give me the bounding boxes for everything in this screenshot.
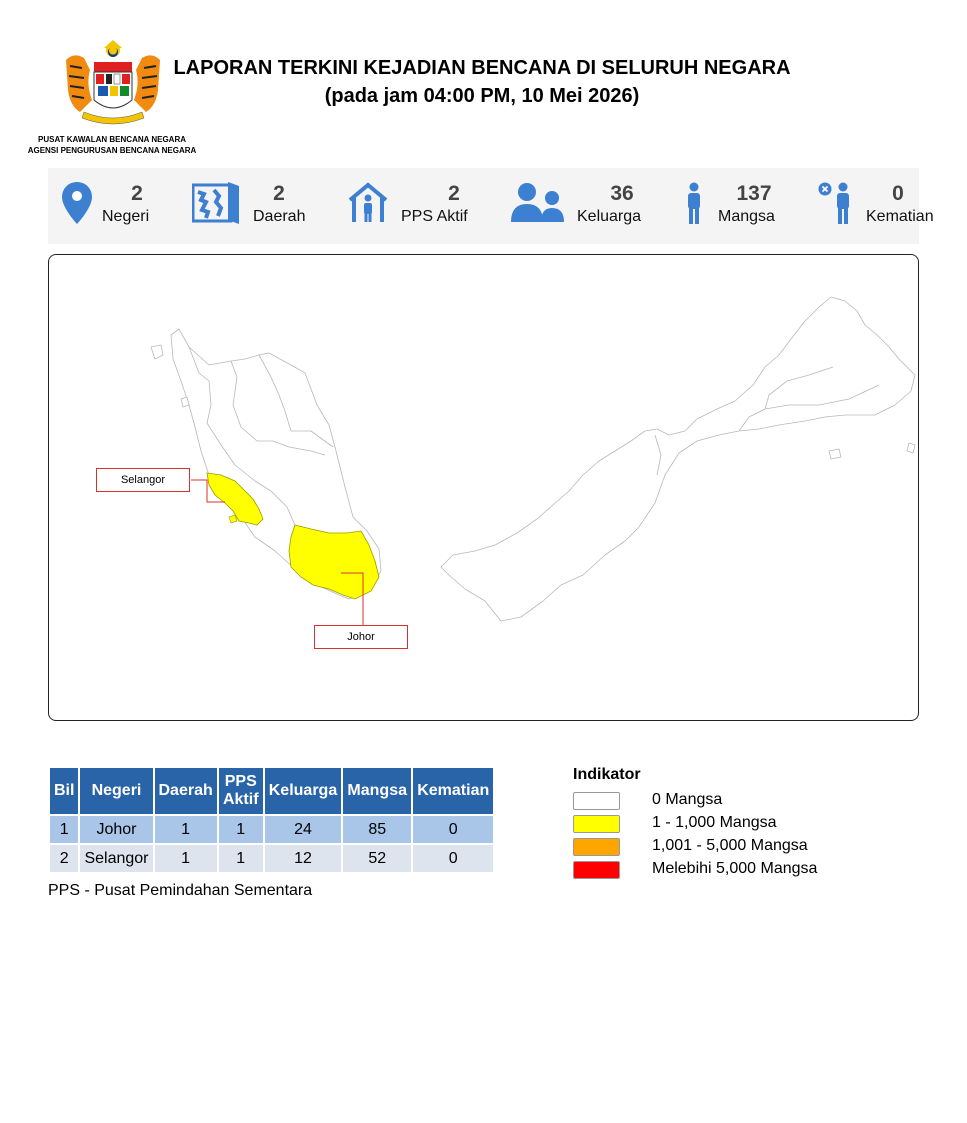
table-row — [50, 816, 493, 843]
cell-kematian: 0 — [413, 845, 493, 872]
col-header-kematian: Kematian — [413, 768, 493, 814]
agency-name — [20, 134, 204, 156]
cell-daerah: 1 — [155, 816, 217, 843]
stat-keluarga — [510, 168, 650, 244]
death-person-icon — [818, 182, 856, 224]
stat-value: 2 — [131, 182, 143, 205]
cell-keluarga: 12 — [265, 845, 341, 872]
cell-bil: 1 — [50, 816, 78, 843]
stat-daerah — [192, 168, 342, 244]
legend-title: Indikator — [573, 766, 641, 783]
stat-pps-aktif — [346, 168, 486, 244]
stats-bar — [48, 168, 934, 244]
map-legend — [573, 766, 818, 882]
person-icon — [683, 182, 705, 224]
family-icon — [510, 182, 566, 224]
agency-line-2: AGENSI PENGURUSAN BENCANA NEGARA — [27, 146, 197, 155]
map-label-selangor: Selangor — [96, 468, 190, 492]
stat-value: 137 — [736, 182, 772, 205]
legend-swatch — [573, 792, 620, 810]
stat-kematian — [816, 168, 934, 244]
cell-mangsa: 52 — [343, 845, 411, 872]
table-note: PPS - Pusat Pemindahan Sementara — [48, 882, 313, 899]
stat-label: Negeri — [102, 208, 150, 225]
cell-kematian: 0 — [413, 816, 493, 843]
legend-item — [573, 836, 808, 859]
stat-mangsa — [678, 168, 808, 244]
stat-label: Kematian — [866, 208, 934, 225]
stat-value: 2 — [448, 182, 460, 205]
cell-negeri: Johor — [80, 816, 152, 843]
disaster-table — [48, 766, 495, 874]
cell-pps-aktif: 1 — [219, 816, 263, 843]
stat-value: 2 — [273, 182, 285, 205]
stat-value: 0 — [892, 182, 904, 205]
legend-swatch — [573, 815, 620, 833]
malaysia-coat-of-arms-icon — [60, 40, 166, 130]
stat-label: Daerah — [253, 208, 306, 225]
cell-bil: 2 — [50, 845, 78, 872]
location-pin-icon — [62, 182, 92, 224]
district-map-icon — [192, 182, 240, 224]
legend-swatch — [573, 838, 620, 856]
col-header-negeri: Negeri — [80, 768, 152, 814]
legend-swatch — [573, 861, 620, 879]
legend-label: 1 - 1,000 Mangsa — [652, 814, 777, 831]
col-header-pps-aktif: PPS Aktif — [219, 768, 263, 814]
legend-item — [573, 790, 723, 813]
stat-negeri — [60, 168, 180, 244]
map-label-johor: Johor — [314, 625, 408, 649]
legend-label: 0 Mangsa — [652, 791, 723, 808]
stat-label: PPS Aktif — [401, 208, 468, 225]
disaster-map[interactable] — [48, 254, 919, 721]
table-row — [50, 845, 493, 872]
legend-item — [573, 813, 777, 836]
legend-label: Melebihi 5,000 Mangsa — [652, 860, 818, 877]
cell-pps-aktif: 1 — [219, 845, 263, 872]
stat-value: 36 — [610, 182, 634, 205]
agency-line-1: PUSAT KAWALAN BENCANA NEGARA — [38, 135, 186, 144]
title-line-2: (pada jam 04:00 PM, 10 Mei 2026) — [324, 85, 640, 107]
cell-keluarga: 24 — [265, 816, 341, 843]
cell-mangsa: 85 — [343, 816, 411, 843]
col-header-daerah: Daerah — [155, 768, 217, 814]
table-header-row — [50, 768, 493, 814]
page-title — [170, 54, 794, 110]
legend-label: 1,001 - 5,000 Mangsa — [652, 837, 808, 854]
stat-label: Mangsa — [718, 208, 775, 225]
col-header-keluarga: Keluarga — [265, 768, 341, 814]
title-line-1: LAPORAN TERKINI KEJADIAN BENCANA DI SELURUH NEGARA — [173, 57, 791, 79]
borneo-outline — [441, 297, 915, 621]
col-header-bil: Bil — [50, 768, 78, 814]
stat-label: Keluarga — [577, 208, 642, 225]
cell-daerah: 1 — [155, 845, 217, 872]
cell-negeri: Selangor — [80, 845, 152, 872]
col-header-mangsa: Mangsa — [343, 768, 411, 814]
legend-item — [573, 859, 818, 882]
shelter-icon — [348, 182, 388, 224]
